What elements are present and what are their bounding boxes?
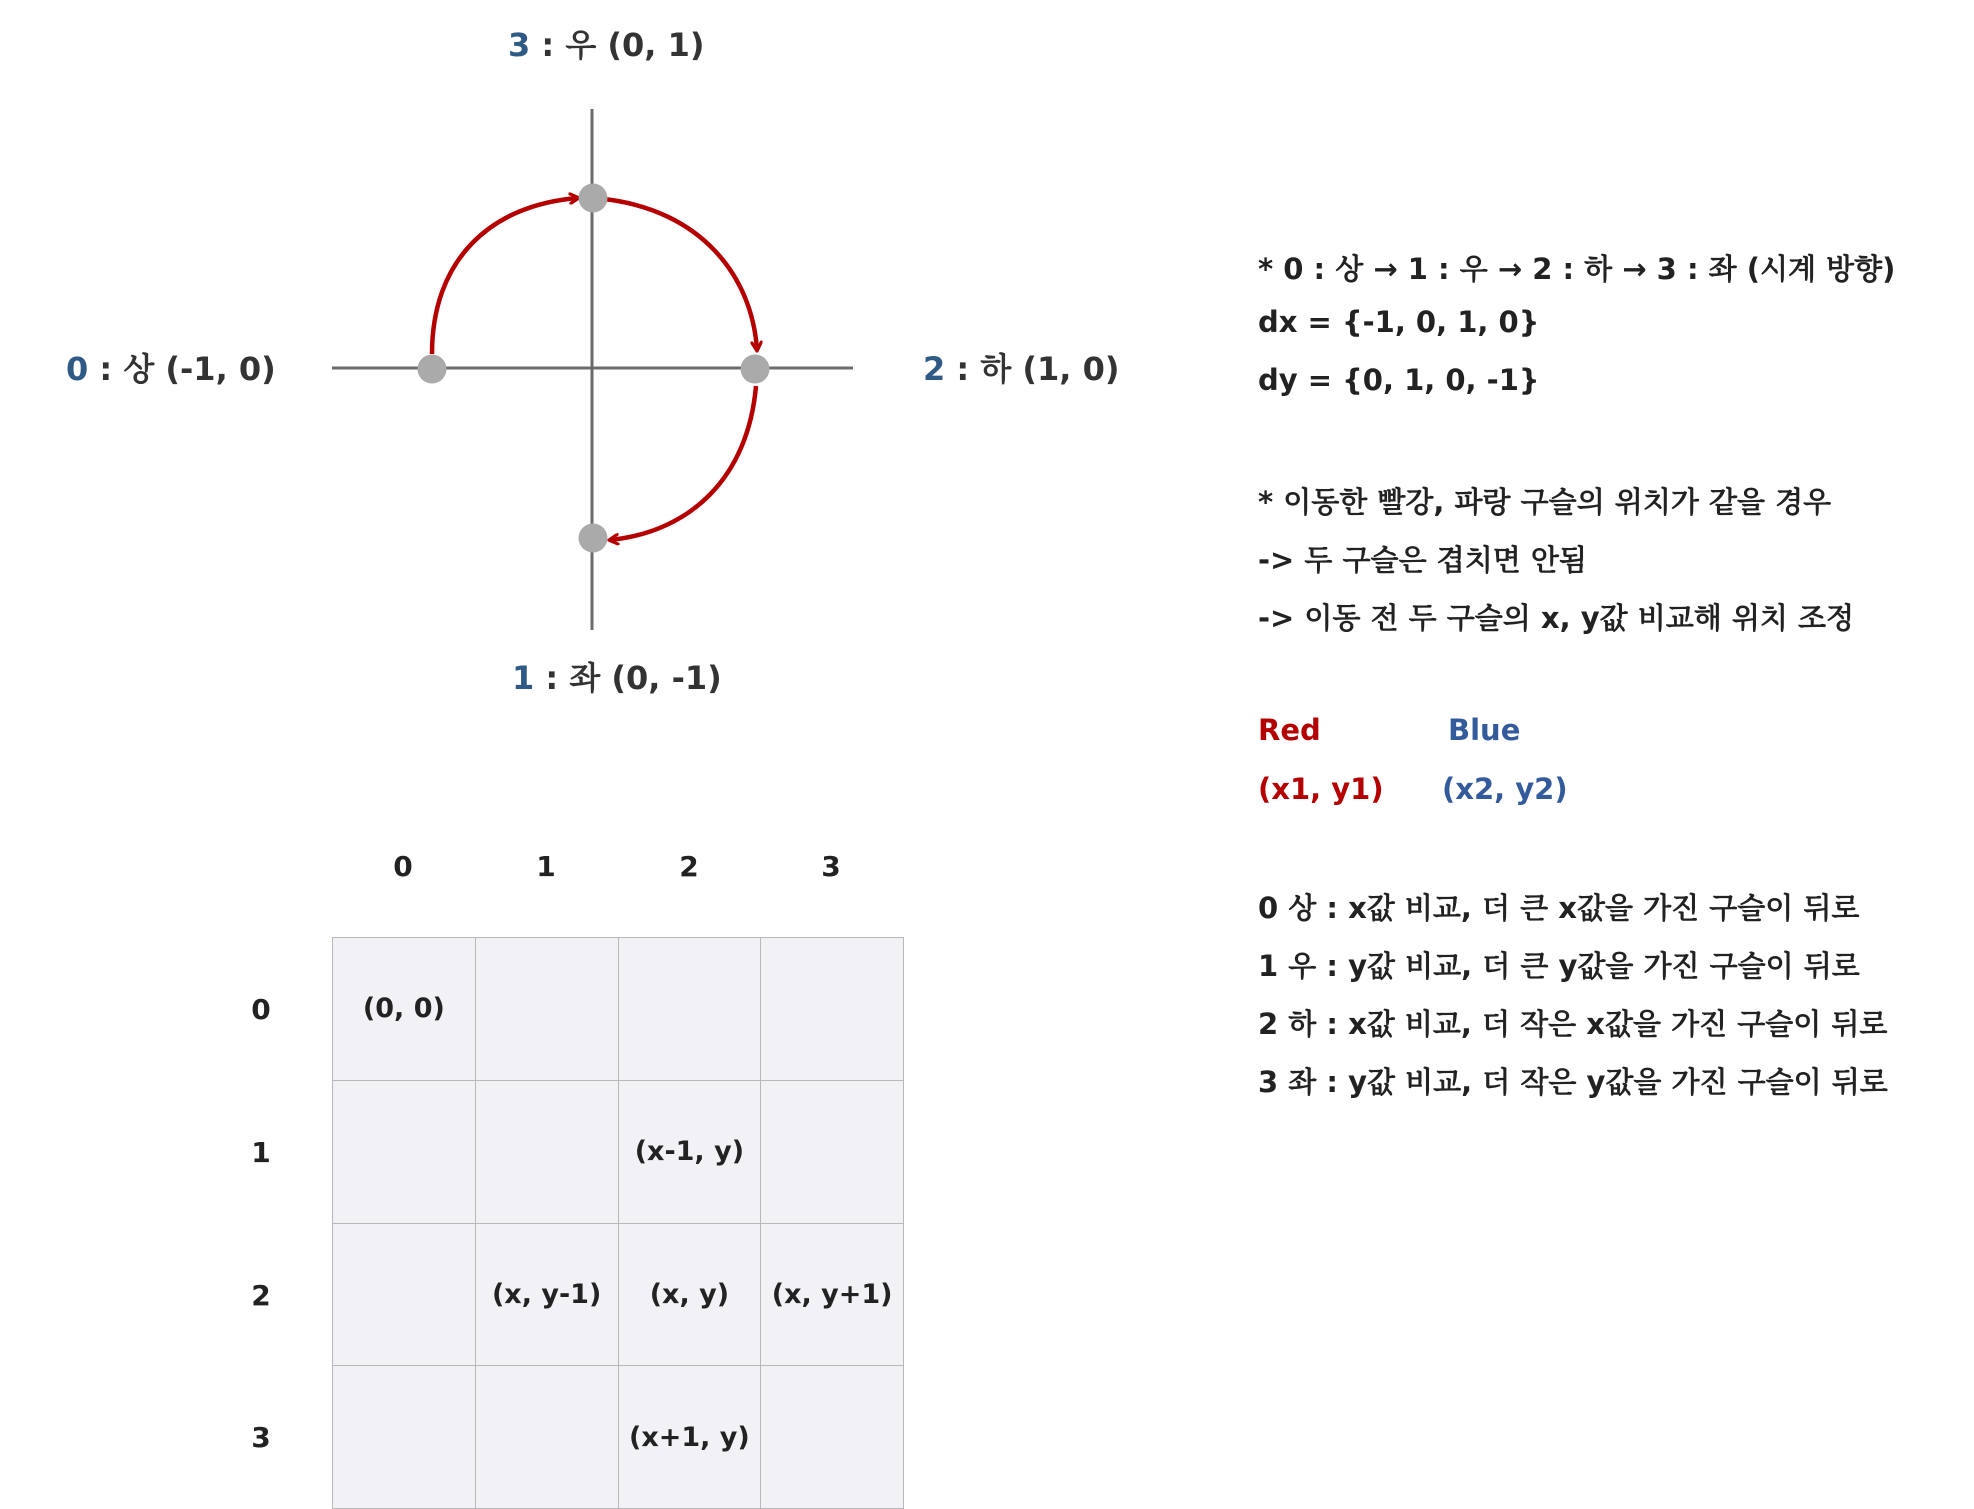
row-header: 2 <box>251 1279 271 1312</box>
col-header: 3 <box>821 850 841 883</box>
note-line-6: -> 이동 전 두 구슬의 x, y값 비교해 위치 조정 <box>1258 601 1855 635</box>
arrow-right-to-bottom <box>610 386 756 540</box>
grid-cell: (x, y+1) <box>761 1224 904 1367</box>
grid-cell <box>476 1081 619 1224</box>
red-label: Red <box>1258 713 1321 747</box>
label-left <box>66 344 276 390</box>
grid-cell <box>761 1081 904 1224</box>
note-line-2: dx = {-1, 0, 1, 0} <box>1258 305 1540 339</box>
grid-cell <box>333 1366 476 1509</box>
arrow-left-to-top <box>432 198 578 354</box>
grid-cell <box>333 1224 476 1367</box>
blue-label: Blue <box>1448 713 1521 747</box>
col-header: 1 <box>536 850 556 883</box>
grid-cell: (x-1, y) <box>619 1081 762 1224</box>
rule-1: 1 우 : y값 비교, 더 큰 y값을 가진 구슬이 뒤로 <box>1258 949 1860 983</box>
grid-cell <box>761 938 904 1081</box>
arrow-top-to-right <box>604 199 757 350</box>
label-left-text: : 상 (-1, 0) <box>88 350 276 388</box>
row-header: 1 <box>251 1136 271 1169</box>
rule-2: 2 하 : x값 비교, 더 작은 x값을 가진 구슬이 뒤로 <box>1258 1007 1888 1041</box>
label-right-number: 2 <box>923 350 946 388</box>
node-top <box>579 184 608 213</box>
grid-cell <box>761 1366 904 1509</box>
row-header: 3 <box>251 1421 271 1454</box>
rule-3: 3 좌 : y값 비교, 더 작은 y값을 가진 구슬이 뒤로 <box>1258 1065 1888 1099</box>
label-right <box>923 344 1119 390</box>
label-right-text: : 하 (1, 0) <box>945 350 1120 388</box>
row-header: 0 <box>251 993 271 1026</box>
col-header: 2 <box>679 850 699 883</box>
label-down <box>512 653 722 699</box>
grid-cell <box>619 938 762 1081</box>
label-down-number: 1 <box>512 659 535 697</box>
node-right <box>741 355 770 384</box>
note-line-5: -> 두 구슬은 겹치면 안됨 <box>1258 543 1587 577</box>
note-line-3: dy = {0, 1, 0, -1} <box>1258 363 1540 397</box>
label-up-text: : 우 (0, 1) <box>530 26 705 64</box>
label-up <box>508 20 704 66</box>
grid-cell <box>333 1081 476 1224</box>
col-header: 0 <box>393 850 413 883</box>
note-line-4: * 이동한 빨강, 파랑 구슬의 위치가 같을 경우 <box>1258 485 1832 519</box>
label-left-number: 0 <box>66 350 89 388</box>
grid-cell <box>476 938 619 1081</box>
coordinate-grid <box>332 937 904 1509</box>
rule-0: 0 상 : x값 비교, 더 큰 x값을 가진 구슬이 뒤로 <box>1258 891 1860 925</box>
grid-cell: (x, y-1) <box>476 1224 619 1367</box>
grid-cell: (x, y) <box>619 1224 762 1367</box>
grid-cell: (x+1, y) <box>619 1366 762 1509</box>
node-bottom <box>579 524 608 553</box>
label-down-text: : 좌 (0, -1) <box>534 659 722 697</box>
node-left <box>418 355 447 384</box>
red-coord: (x1, y1) <box>1258 772 1384 806</box>
blue-coord: (x2, y2) <box>1442 772 1568 806</box>
grid-cell: (0, 0) <box>333 938 476 1081</box>
note-line-1: * 0 : 상 → 1 : 우 → 2 : 하 → 3 : 좌 (시계 방향) <box>1258 252 1896 286</box>
label-up-number: 3 <box>508 26 531 64</box>
grid-cell <box>476 1366 619 1509</box>
